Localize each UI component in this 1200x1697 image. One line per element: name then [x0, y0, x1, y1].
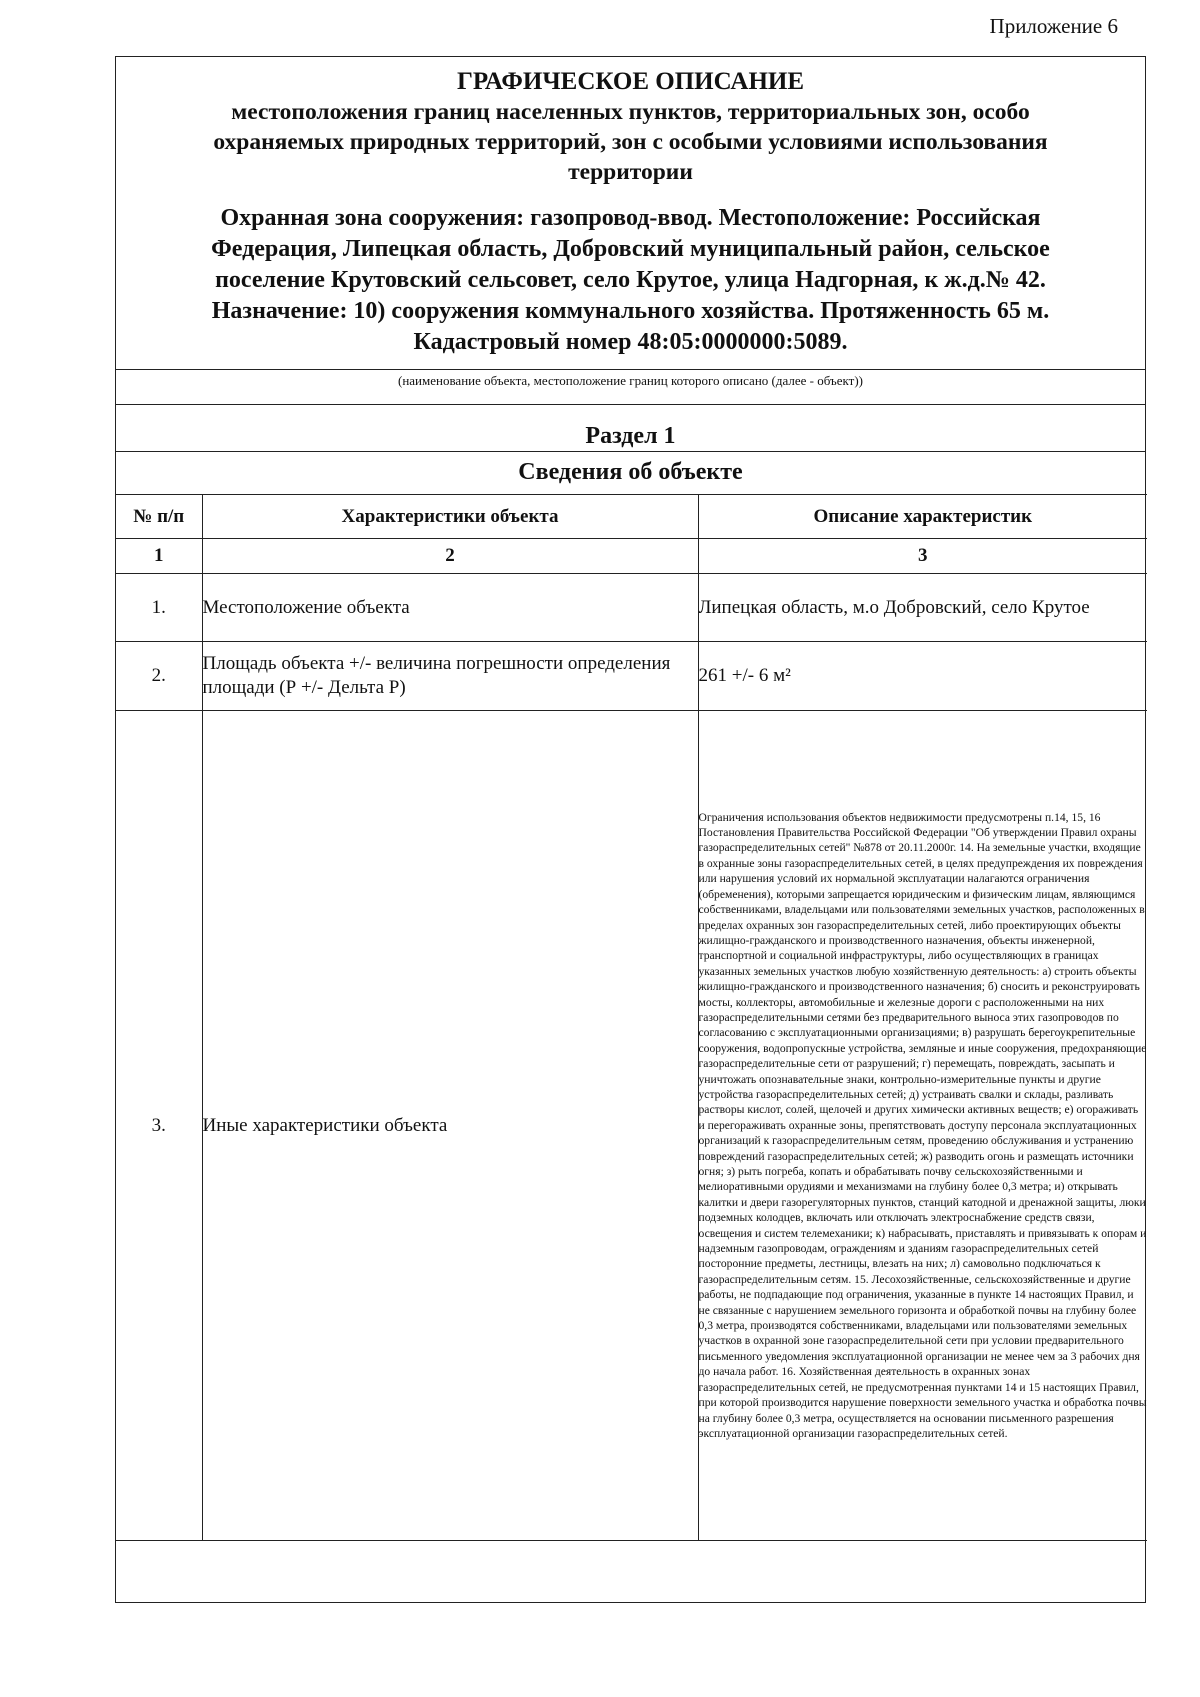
- appendix-label: Приложение 6: [989, 14, 1118, 38]
- divider: [116, 369, 1145, 370]
- object-name-line: Федерация, Липецкая область, Добровский муниципальный район, сельское: [211, 236, 1050, 262]
- object-name-line: Кадастровый номер 48:05:0000000:5089.: [413, 329, 848, 355]
- document-title: ГРАФИЧЕСКОЕ ОПИСАНИЕ: [456, 68, 805, 95]
- object-caption: (наименование объекта, местоположение границ которого описано (далее - объект)): [398, 373, 863, 388]
- column-header-number: № п/п: [116, 495, 202, 539]
- row-description: Ограничения использования объектов недвижимости предусмотрены п.14, 15, 16 Постановления Правительства Российской Федерации "Об утверждении Правил охраны газораспределительных сетей" №878 от 20.11.2000г. 14. На земельные участки, входящие в охранные зоны газораспределительных сетей, в целях предупреждения их повреждения или нарушения условий их нормальной эксплуатации налагаются ограничения (обременения), которыми запрещается юридическим и физическим лицам, являющимся собственниками, владельцами или пользователями земельных участков, расположенных в пределах охранных зон газораспределительных сетей, либо проектирующих объекты жилищно-гражданского и производственного назначения, объекты инженерной, транспортной и социальной инфраструктуры, либо осуществляющих в границах указанных земельных участков любую хозяйственную деятельность: а) строить объекты жилищно-гражданского и производственного назначения; б) сносить и реконструировать мосты, коллекторы, автомобильные и железные дороги с расположенными на них газораспределительными сетями без предварительного выноса этих газопроводов по согласованию с эксплуатационными организациями; в) разрушать берегоукрепительные сооружения, водопропускные устройства, земляные и иные сооружения, предохраняющие газораспределительные сети от разрушений; г) перемещать, повреждать, засыпать и уничтожать опознавательные знаки, контрольно-измерительные пункты и другие устройства газораспределительных сетей; д) устраивать свалки и склады, разливать растворы кислот, солей, щелочей и других химически активных веществ; е) огораживать и перегораживать охранные зоны, препятствовать доступу персонала эксплуатационных организаций к газораспределительным сетям, проведению обслуживания и устранению повреждений газораспределительных сетей; ж) разводить огонь и размещать источники огня; з) рыть погреба, копать и обрабатывать почву сельскохозяйственными и мелиоративными орудиями и механизмами на глубину более 0,3 метра; и) открывать калитки и двери газорегуляторных пунктов, станций катодной и дренажной защиты, люки подземных колодцев, включать или отключать электроснабжение средств связи, освещения и систем телемеханики; к) набрасывать, приставлять и привязывать к опорам и надземным газопроводам, ограждениям и зданиям газораспределительных сетей посторонние предметы, лестницы, влезать на них; л) самовольно подключаться к газораспределительным сетям. 15. Лесохозяйственные, сельскохозяйственные и другие работы, не подпадающие под ограничения, указанные в пункте 14 настоящих Правил, и не связанные с нарушением земельного горизонта и обработкой почвы на глубину более 0,3 метра, производятся собственниками, владельцами или пользователями земельных участков в охранной зоне газораспределительной сети при условии предварительного письменного уведомления эксплуатационной организации не менее чем за 3 рабочих дня до начала работ. 16. Хозяйственная деятельность в охранных зонах газораспределительных сетей, не предусмотренная пунктами 14 и 15 настоящих Правил, при которой производится нарушение поверхности земельного участка и обработка почвы на глубину более 0,3 метра, осуществляется на основании письменного разрешения эксплуатационной организации газораспределительных сетей.: [698, 711, 1147, 1541]
- row-characteristic: Иные характеристики объекта: [202, 711, 698, 1541]
- row-characteristic: Местоположение объекта: [202, 574, 698, 642]
- table-row: [116, 711, 1147, 1541]
- row-characteristic: Площадь объекта +/- величина погрешности определения площади (Р +/- Дельта Р): [202, 642, 698, 711]
- object-name-line: поселение Крутовский сельсовет, село Крутое, улица Надгорная, к ж.д.№ 42.: [215, 267, 1046, 293]
- object-name-line: Охранная зона сооружения: газопровод-ввод. Местоположение: Российская: [220, 205, 1041, 231]
- table-index-row: [116, 539, 1147, 574]
- section-title: Раздел 1: [585, 423, 676, 449]
- row-description: 261 +/- 6 м²: [698, 642, 1147, 711]
- object-name: [116, 203, 1145, 358]
- table-header-row: [116, 495, 1147, 539]
- column-index: 2: [202, 539, 698, 574]
- column-header-characteristic: Характеристики объекта: [202, 495, 698, 539]
- object-info-table: [116, 494, 1147, 1541]
- row-number: 3.: [116, 711, 202, 1541]
- row-description: Липецкая область, м.о Добровский, село Крутое: [698, 574, 1147, 642]
- document-subtitle: местоположения границ населенных пунктов, территориальных зон, особо охраняемых природных территорий, зон с особыми условиями использования территории: [213, 99, 1048, 185]
- row-number: 2.: [116, 642, 202, 711]
- column-header-description: Описание характеристик: [698, 495, 1147, 539]
- divider: [116, 404, 1145, 405]
- column-index: 1: [116, 539, 202, 574]
- table-row: [116, 642, 1147, 711]
- object-name-line: Назначение: 10) сооружения коммунального хозяйства. Протяженность 65 м.: [211, 298, 1050, 324]
- document-header: [116, 57, 1145, 367]
- section-subtitle: Сведения об объекте: [518, 459, 743, 485]
- row-number: 1.: [116, 574, 202, 642]
- divider: [116, 451, 1145, 452]
- column-index: 3: [698, 539, 1147, 574]
- table-row: [116, 574, 1147, 642]
- document-frame: [115, 56, 1146, 1603]
